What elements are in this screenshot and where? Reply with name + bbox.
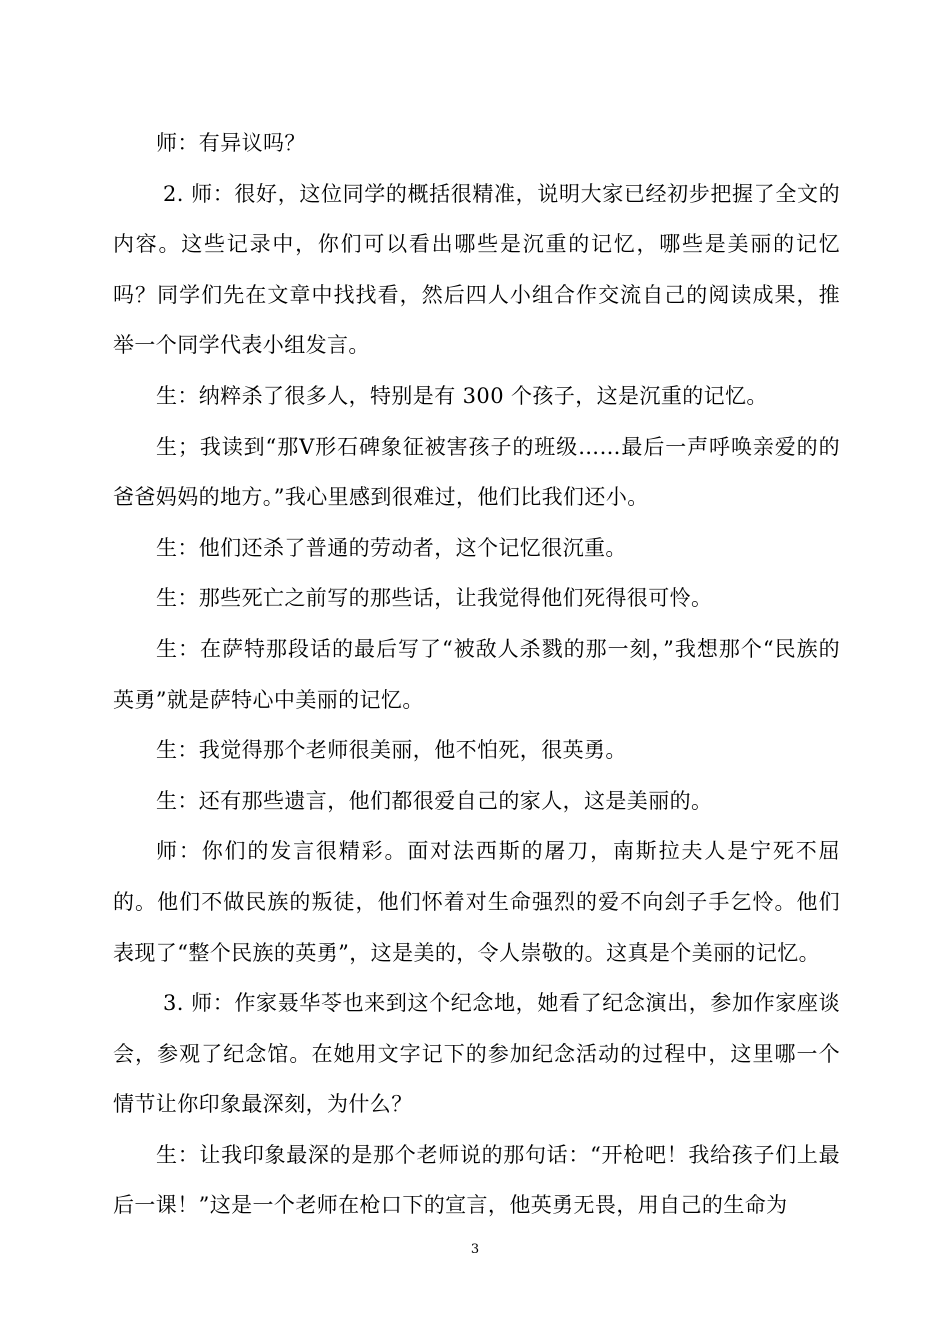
paragraph-9: 生：还有那些遗言，他们都很爱自己的家人，这是美丽的。: [156, 788, 713, 813]
paragraph-4: 生；我读到“那Ⅴ形石碑象征被害孩子的班级……最后一声呼唤亲爱的的爸爸妈妈的地方。”我心里感到很难过，他们比我们还小。: [113, 434, 840, 510]
paragraph-11: 3. 师：作家聂华苓也来到这个纪念地，她看了纪念演出，参加作家座谈会，参观了纪念馆。在她用文字记下的参加纪念活动的过程中，这里哪一个情节让你印象最深刻，为什么？: [113, 991, 840, 1117]
body-text: [113, 118, 840, 1231]
paragraph-10: 师：你们的发言很精彩。面对法西斯的屠刀，南斯拉夫人是宁死不屈的。他们不做民族的叛徒，他们怀着对生命强烈的爱不向刽子手乞怜。他们表现了“整个民族的英勇”，这是美的，令人崇敬的。这真是个美丽的记忆。: [113, 839, 840, 965]
paragraph-3: 生：纳粹杀了很多人，特别是有 300 个孩子，这是沉重的记忆。: [156, 383, 768, 408]
paragraph-5: 生：他们还杀了普通的劳动者，这个记忆很沉重。: [156, 535, 627, 560]
paragraph-8: 生：我觉得那个老师很美丽，他不怕死，很英勇。: [156, 738, 627, 763]
paragraph-12: 生：让我印象最深的是那个老师说的那句话：“开枪吧！我给孩子们上最后一课！”这是一个老师在枪口下的宣言，他英勇无畏，用自己的生命为: [113, 1142, 840, 1218]
paragraph-6: 生：那些死亡之前写的那些话，让我觉得他们死得很可怜。: [156, 586, 713, 611]
page-number: 3: [470, 1242, 480, 1257]
paragraph-7: 生：在萨特那段话的最后写了“被敌人杀戮的那一刻，”我想那个“民族的英勇”就是萨特心中美丽的记忆。: [113, 636, 840, 712]
paragraph-1: 师：有异议吗？: [156, 131, 306, 155]
paragraph-2: 2. 师：很好，这位同学的概括很精准，说明大家已经初步把握了全文的内容。这些记录中，你们可以看出哪些是沉重的记忆，哪些是美丽的记忆吗？同学们先在文章中找找看，然后四人小组合作交流自己的阅读成果，推举一个同学代表小组发言。: [113, 181, 840, 358]
